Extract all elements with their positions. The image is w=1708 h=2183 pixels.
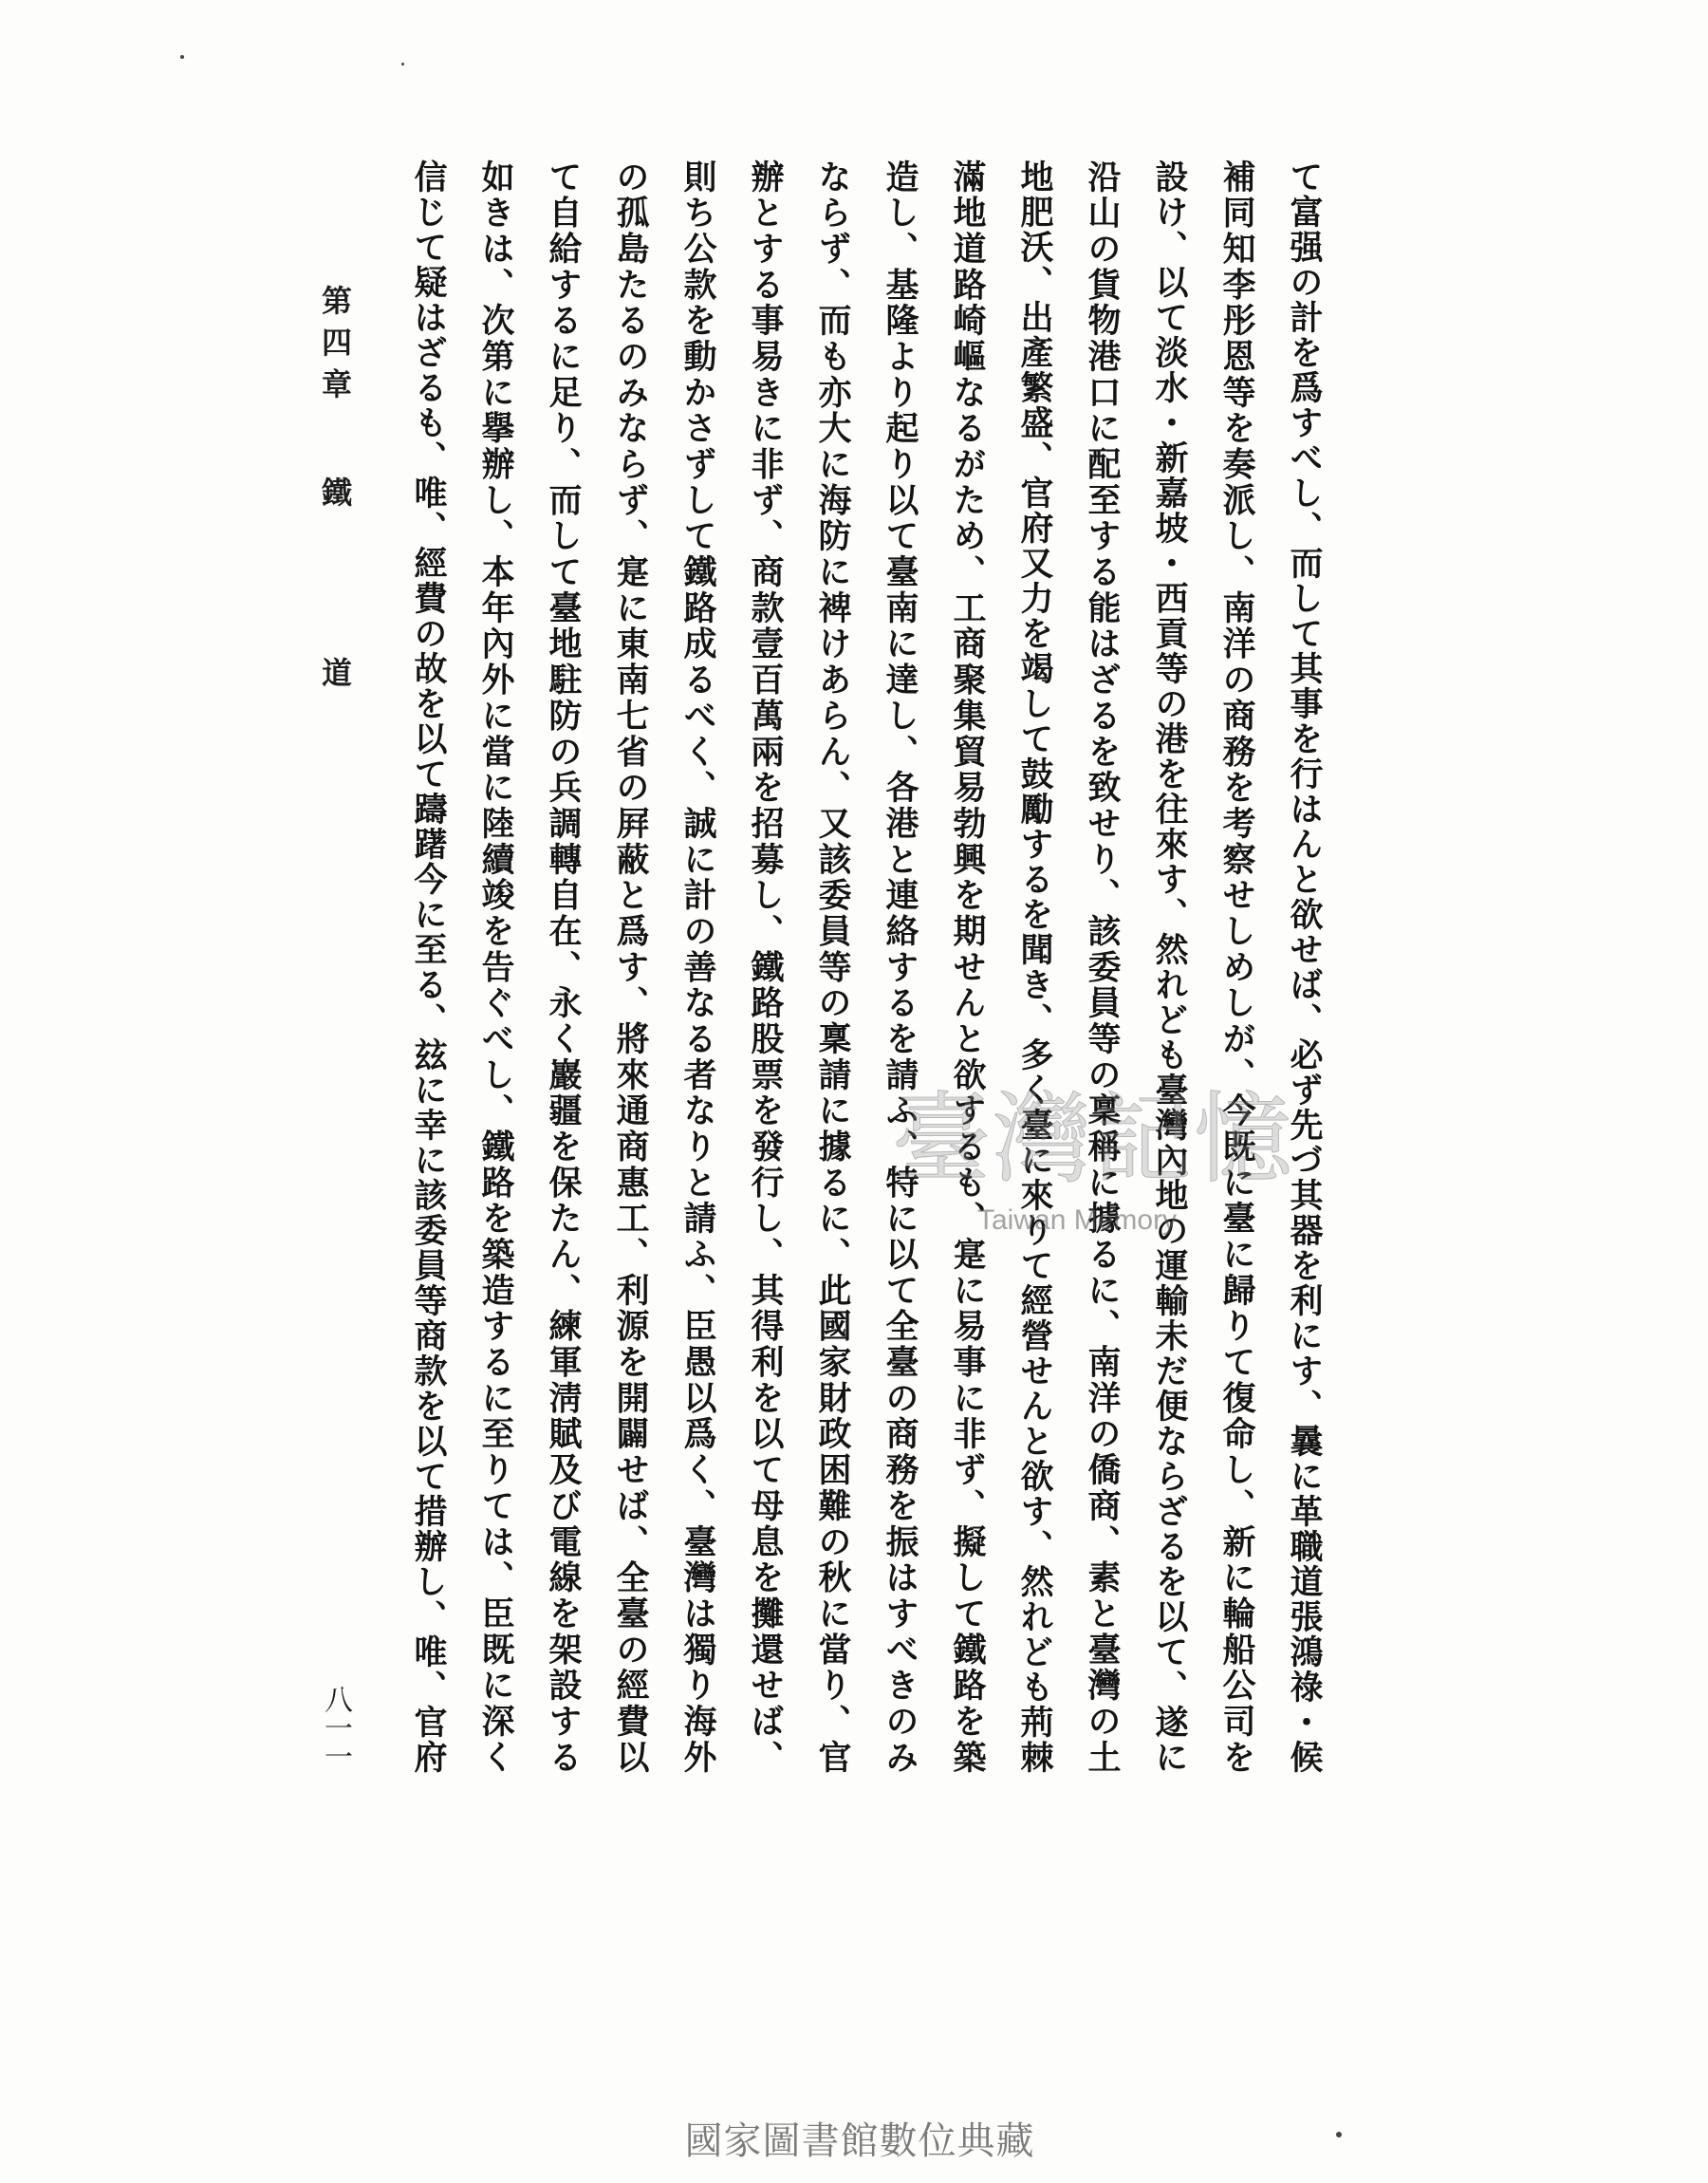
body-text (395, 159, 1338, 1773)
text-column-11: の孤島たるのみならず、寔に東南七省の屛蔽と爲す、將來通商惠工、利源を開闢せば、全臺の經費以 (611, 159, 650, 1773)
footer-credit: 國家圖書館數位典藏 (684, 2119, 1035, 2163)
text-column-5: 地肥沃、出產繁盛、官府又力を竭して鼓勵するを聞き、多く臺に來りて經營せんと欲す、然れども荊棘 (1015, 159, 1054, 1773)
chapter-title-char-2: 道 (317, 657, 353, 687)
text-column-1: て富强の計を爲すべし、而して其事を行はんと欲せば、必ず先づ其器を利にす、曩に革職道張鴻祿・候 (1285, 159, 1324, 1773)
text-column-3: 設け、以て淡水・新嘉坡・西貢等の港を往來す、然れども臺灣內地の運輸未だ便ならざるを以て、遂に (1150, 159, 1189, 1773)
chapter-title-char-1: 鐵 (317, 476, 353, 507)
scan-speck (401, 63, 404, 65)
watermark-logo-subtitle: Taiwan Memory (977, 1204, 1178, 1236)
text-column-8: ならず、而も亦大に海防に裨けあらん、又該委員等の稟請に據るに、此國家財政困難の秋に當り、官 (813, 159, 852, 1773)
text-column-2: 補同知李彤恩等を奏派し、南洋の商務を考察せしめしが、今既に臺に歸りて復命し、新に輪船公司を (1217, 159, 1256, 1773)
text-column-13: 如きは、次第に擧辦し、本年內外に當に陸續竣を告ぐべし、鐵路を築造するに至りては、臣既に深く (476, 159, 515, 1773)
text-column-9: 辦とする事易きに非ず、商款壹百萬兩を招募し、鐵路股票を發行し、其得利を以て母息を攤還せば、 (746, 159, 785, 1773)
text-column-6: 滿地道路崎嶇なるがため、工商聚集貿易勃興を期せんと欲するも、寔に易事に非ず、擬して鐵路を築 (948, 159, 987, 1773)
text-column-4: 沿山の貨物港口に配至する能はざるを致せり、該委員等の稟稱に據るに、南洋の僑商、素と臺灣の土 (1083, 159, 1122, 1773)
text-column-14: 信じて疑はざるも、唯、經費の故を以て躊躇今に至る、玆に幸に該委員等商款を以て措辦し、唯、官府 (409, 159, 448, 1773)
chapter-label: 第四章 (317, 285, 353, 410)
scan-speck (180, 55, 184, 59)
text-column-7: 造し、基隆より起り以て臺南に達し、各港と連絡するを請ふ、特に以て全臺の商務を振はすべきのみ (881, 159, 919, 1773)
text-column-10: 則ち公款を動かさずして鐵路成るべく、誠に計の善なる者なりと請ふ、臣愚以爲く、臺灣は獨り海外 (678, 159, 717, 1773)
scan-speck (1336, 2132, 1342, 2137)
page-number: 八一一 (319, 1685, 352, 1770)
watermark-logo-title: 臺灣記憶 (892, 1081, 1295, 1197)
text-column-12: て自給するに足り、而して臺地駐防の兵調轉自在、永く巖疆を保たん、練軍淸賦及び電線を架設する (544, 159, 583, 1773)
